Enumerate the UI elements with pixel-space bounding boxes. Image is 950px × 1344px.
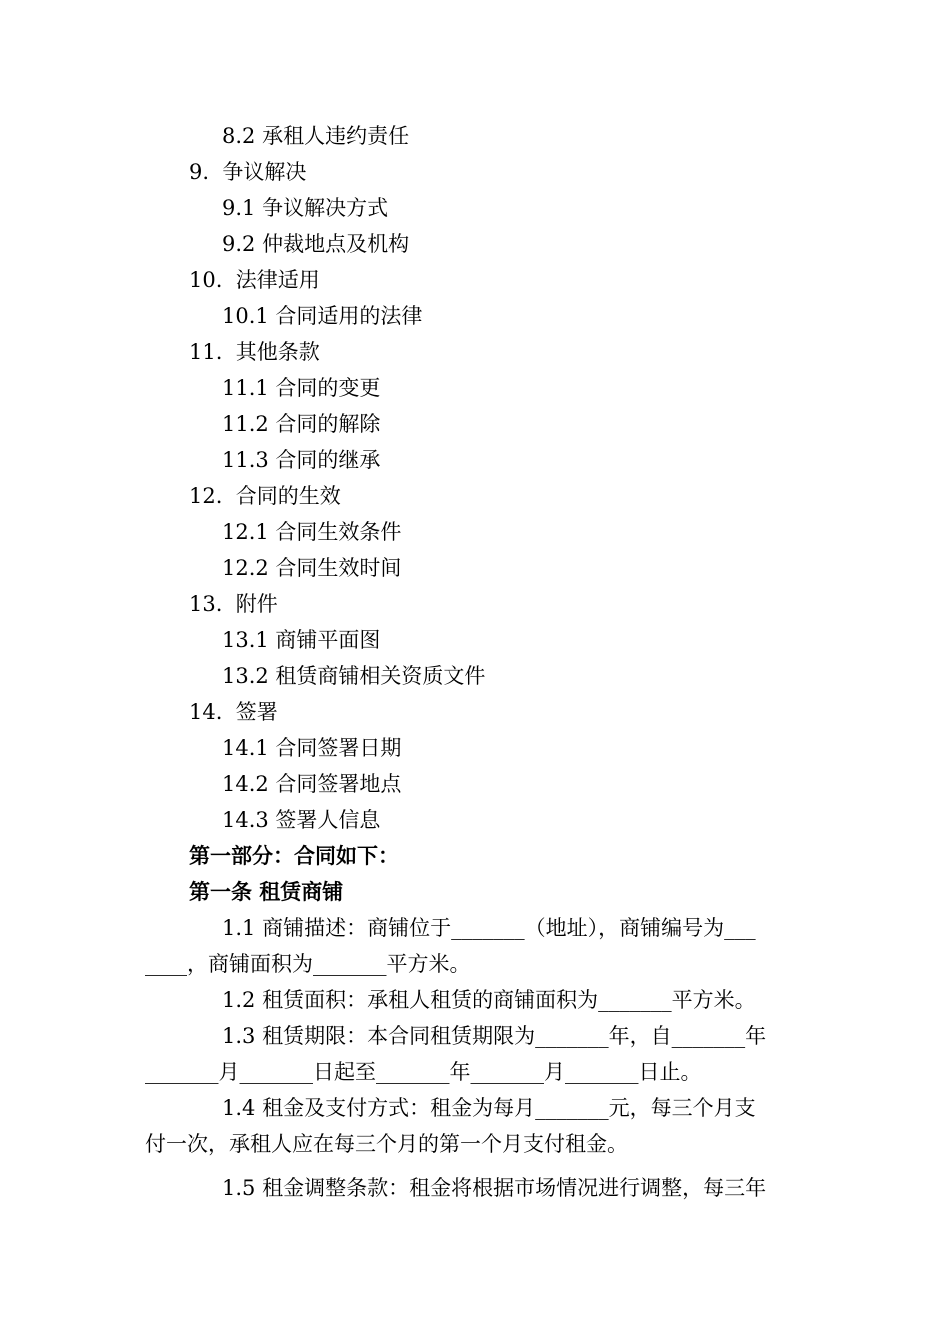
- toc-item-9: 9. 争议解决: [189, 160, 307, 184]
- toc-item-13-1: 13.1 商铺平面图: [222, 628, 381, 652]
- clause-1-4-line1: 1.4 租金及支付方式：租金为每月_______元，每三个月支: [222, 1096, 756, 1120]
- clause-1-2-line1: 1.2 租赁面积：承租人租赁的商铺面积为_______平方米。: [222, 988, 756, 1012]
- clause-1-1-line1: 1.1 商铺描述：商铺位于_______（地址），商铺编号为___: [222, 916, 756, 940]
- part-heading: 第一部分：合同如下：: [189, 844, 399, 868]
- clause-1-5-line1: 1.5 租金调整条款：租金将根据市场情况进行调整，每三年: [222, 1176, 767, 1200]
- toc-item-10-1: 10.1 合同适用的法律: [222, 304, 423, 328]
- clause-1-4-line2: 付一次，承租人应在每三个月的第一个月支付租金。: [145, 1132, 628, 1156]
- toc-item-14-1: 14.1 合同签署日期: [222, 736, 402, 760]
- toc-item-14-3: 14.3 签署人信息: [222, 808, 381, 832]
- toc-item-8-2: 8.2 承租人违约责任: [222, 124, 410, 148]
- clause-1-3-line2: _______月_______日起至_______年_______月_______日止。: [145, 1060, 702, 1084]
- toc-item-12-2: 12.2 合同生效时间: [222, 556, 402, 580]
- toc-item-12-1: 12.1 合同生效条件: [222, 520, 402, 544]
- clause-1-3-line1: 1.3 租赁期限：本合同租赁期限为_______年，自_______年: [222, 1024, 767, 1048]
- toc-item-14-2: 14.2 合同签署地点: [222, 772, 402, 796]
- toc-item-11-2: 11.2 合同的解除: [222, 412, 381, 436]
- toc-item-11: 11. 其他条款: [189, 340, 320, 364]
- toc-item-9-2: 9.2 仲裁地点及机构: [222, 232, 410, 256]
- toc-item-13: 13. 附件: [189, 592, 278, 616]
- toc-item-13-2: 13.2 租赁商铺相关资质文件: [222, 664, 486, 688]
- article-heading: 第一条 租赁商铺: [189, 880, 344, 904]
- toc-item-10: 10. 法律适用: [189, 268, 320, 292]
- clause-1-1-line2: ____，商铺面积为_______平方米。: [145, 952, 471, 976]
- toc-item-12: 12. 合同的生效: [189, 484, 341, 508]
- toc-item-14: 14. 签署: [189, 700, 278, 724]
- toc-item-11-3: 11.3 合同的继承: [222, 448, 381, 472]
- toc-item-9-1: 9.1 争议解决方式: [222, 196, 389, 220]
- toc-item-11-1: 11.1 合同的变更: [222, 376, 381, 400]
